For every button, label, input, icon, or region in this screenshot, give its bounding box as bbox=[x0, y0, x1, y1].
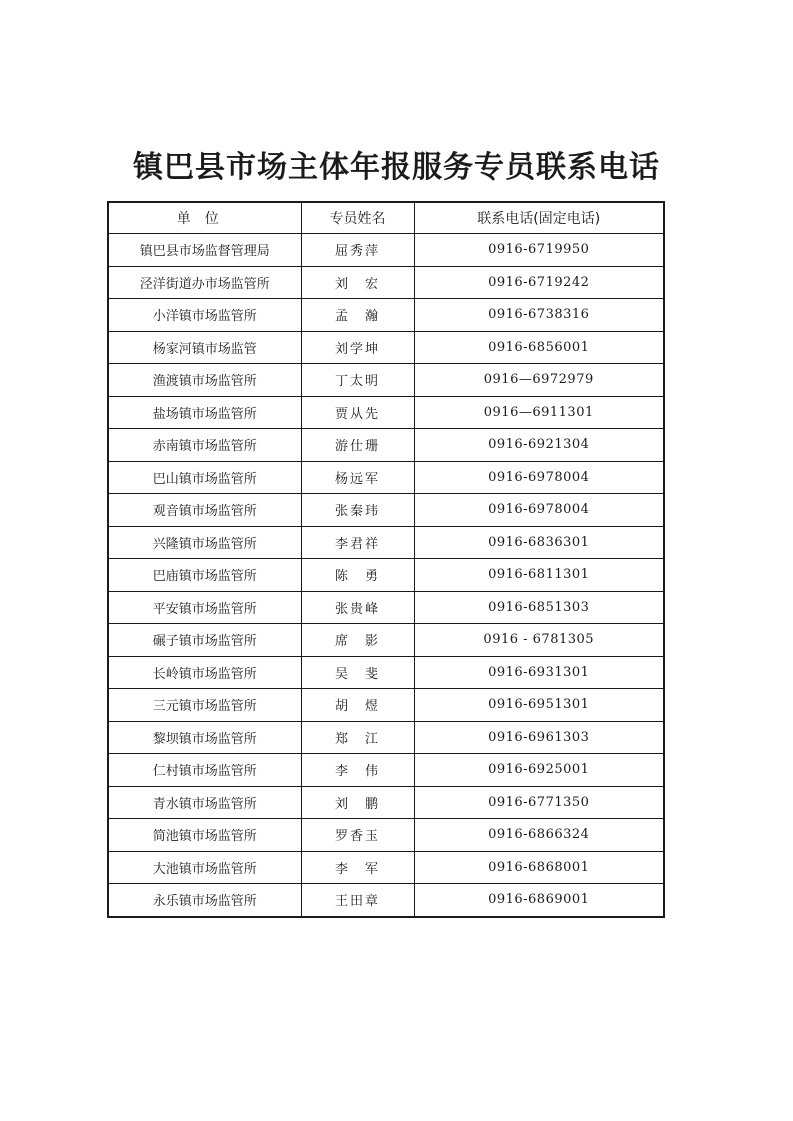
cell-name: 刘 宏 bbox=[301, 266, 414, 299]
cell-unit: 小洋镇市场监管所 bbox=[108, 299, 301, 332]
table-row bbox=[108, 429, 664, 462]
cell-phone: 0916-6856001 bbox=[414, 331, 664, 364]
cell-phone: 0916-6866324 bbox=[414, 819, 664, 852]
cell-name: 孟 瀚 bbox=[301, 299, 414, 332]
table-row bbox=[108, 494, 664, 527]
cell-phone: 0916-6869001 bbox=[414, 884, 664, 917]
cell-unit: 简池镇市场监管所 bbox=[108, 819, 301, 852]
table-row bbox=[108, 754, 664, 787]
cell-unit: 青水镇市场监管所 bbox=[108, 786, 301, 819]
cell-name: 吴 斐 bbox=[301, 656, 414, 689]
cell-name: 胡 煜 bbox=[301, 689, 414, 722]
cell-name: 刘 鹏 bbox=[301, 786, 414, 819]
cell-phone: 0916-6925001 bbox=[414, 754, 664, 787]
table-row bbox=[108, 461, 664, 494]
cell-unit: 巴山镇市场监管所 bbox=[108, 461, 301, 494]
cell-phone: 0916-6978004 bbox=[414, 461, 664, 494]
table-row bbox=[108, 396, 664, 429]
cell-phone: 0916-6931301 bbox=[414, 656, 664, 689]
table-row bbox=[108, 624, 664, 657]
cell-phone: 0916-6771350 bbox=[414, 786, 664, 819]
table-row bbox=[108, 559, 664, 592]
cell-phone: 0916-6951301 bbox=[414, 689, 664, 722]
cell-unit: 盐场镇市场监管所 bbox=[108, 396, 301, 429]
cell-name: 李 军 bbox=[301, 851, 414, 884]
cell-phone: 0916-6851303 bbox=[414, 591, 664, 624]
table-row bbox=[108, 689, 664, 722]
cell-phone: 0916-6811301 bbox=[414, 559, 664, 592]
cell-name: 罗香玉 bbox=[301, 819, 414, 852]
cell-phone: 0916-6921304 bbox=[414, 429, 664, 462]
table-row bbox=[108, 851, 664, 884]
cell-name: 屈秀萍 bbox=[301, 234, 414, 267]
table-row bbox=[108, 526, 664, 559]
cell-phone: 0916-6719242 bbox=[414, 266, 664, 299]
cell-unit: 观音镇市场监管所 bbox=[108, 494, 301, 527]
table-row bbox=[108, 364, 664, 397]
cell-phone: 0916-6978004 bbox=[414, 494, 664, 527]
cell-name: 游仕珊 bbox=[301, 429, 414, 462]
cell-unit: 碾子镇市场监管所 bbox=[108, 624, 301, 657]
cell-unit: 杨家河镇市场监管 bbox=[108, 331, 301, 364]
document-title: 镇巴县市场主体年报服务专员联系电话 bbox=[133, 150, 660, 185]
cell-name: 李 伟 bbox=[301, 754, 414, 787]
cell-phone: 0916—6972979 bbox=[414, 364, 664, 397]
cell-unit: 大池镇市场监管所 bbox=[108, 851, 301, 884]
header-name: 专员姓名 bbox=[301, 202, 414, 234]
cell-phone: 0916-6719950 bbox=[414, 234, 664, 267]
table-row bbox=[108, 819, 664, 852]
table-row bbox=[108, 656, 664, 689]
table-row bbox=[108, 721, 664, 754]
cell-unit: 泾洋街道办市场监管所 bbox=[108, 266, 301, 299]
cell-name: 贾从先 bbox=[301, 396, 414, 429]
cell-unit: 平安镇市场监管所 bbox=[108, 591, 301, 624]
cell-name: 陈 勇 bbox=[301, 559, 414, 592]
table-row bbox=[108, 299, 664, 332]
cell-name: 席 影 bbox=[301, 624, 414, 657]
cell-unit: 三元镇市场监管所 bbox=[108, 689, 301, 722]
cell-phone: 0916-6738316 bbox=[414, 299, 664, 332]
cell-name: 张秦玮 bbox=[301, 494, 414, 527]
cell-name: 杨远军 bbox=[301, 461, 414, 494]
cell-name: 郑 江 bbox=[301, 721, 414, 754]
cell-name: 王田章 bbox=[301, 884, 414, 917]
table-row bbox=[108, 234, 664, 267]
table-body bbox=[108, 234, 664, 917]
cell-unit: 兴隆镇市场监管所 bbox=[108, 526, 301, 559]
contact-table bbox=[107, 201, 665, 918]
cell-unit: 长岭镇市场监管所 bbox=[108, 656, 301, 689]
cell-unit: 渔渡镇市场监管所 bbox=[108, 364, 301, 397]
cell-unit: 仁村镇市场监管所 bbox=[108, 754, 301, 787]
cell-phone: 0916 - 6781305 bbox=[414, 624, 664, 657]
cell-name: 张贵峰 bbox=[301, 591, 414, 624]
cell-unit: 永乐镇市场监管所 bbox=[108, 884, 301, 917]
header-unit: 单位 bbox=[108, 202, 301, 234]
cell-unit: 赤南镇市场监管所 bbox=[108, 429, 301, 462]
header-phone: 联系电话(固定电话) bbox=[414, 202, 664, 234]
cell-unit: 镇巴县市场监督管理局 bbox=[108, 234, 301, 267]
cell-name: 李君祥 bbox=[301, 526, 414, 559]
cell-unit: 巴庙镇市场监管所 bbox=[108, 559, 301, 592]
cell-phone: 0916-6836301 bbox=[414, 526, 664, 559]
table-row bbox=[108, 884, 664, 917]
cell-name: 丁太明 bbox=[301, 364, 414, 397]
cell-phone: 0916-6961303 bbox=[414, 721, 664, 754]
cell-phone: 0916—6911301 bbox=[414, 396, 664, 429]
cell-phone: 0916-6868001 bbox=[414, 851, 664, 884]
cell-name: 刘学坤 bbox=[301, 331, 414, 364]
table-row bbox=[108, 786, 664, 819]
table-row bbox=[108, 331, 664, 364]
table-row bbox=[108, 591, 664, 624]
table-header-row bbox=[108, 202, 664, 234]
cell-unit: 黎坝镇市场监管所 bbox=[108, 721, 301, 754]
table-row bbox=[108, 266, 664, 299]
